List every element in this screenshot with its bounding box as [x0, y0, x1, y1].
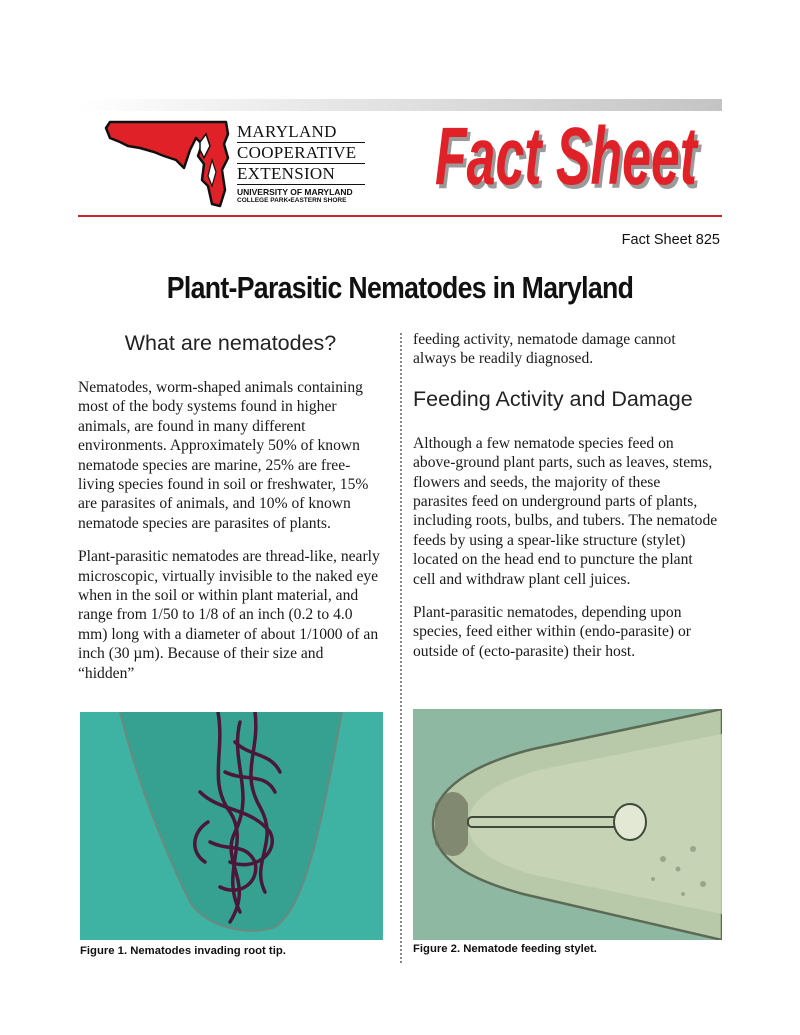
page-title: Plant-Parasitic Nematodes in Maryland [166, 270, 634, 305]
org-line-2: COOPERATIVE [237, 143, 365, 164]
paragraph-feeding: Although a few nematode species feed on above-ground plant parts, such as leaves, stems, flowers and seeds, the majority of these parasites feed on underground parts of plants, including roots, bulbs, and tubers. The nematode feeds by using a spear-like structure (stylet) located on the head end to puncture the plant cell and withdraw plant cell juices. [413, 434, 718, 588]
figure-stylet-image [413, 709, 722, 940]
column-divider [400, 333, 402, 963]
left-column [78, 330, 383, 697]
fact-sheet-number: Fact Sheet 825 [621, 232, 720, 248]
paragraph-nematode-overview: Nematodes, worm-shaped animals containing most of the body systems found in higher animals, are found in many different environments. Approximately 50% of known nematode species are marine, 25% are free-living species found in soil or freshwater, 15% are parasites of animals, and 10% of known nematode species are parasites of plants. [78, 379, 369, 532]
header-gradient-bar [78, 99, 722, 111]
fact-sheet-badge-text: Fact Sheet [435, 118, 700, 202]
fact-sheet-badge-shadow: Fact Sheet [438, 118, 703, 202]
university-name: UNIVERSITY OF MARYLAND [237, 187, 353, 197]
header-rule [78, 215, 722, 217]
org-line-1: MARYLAND [237, 122, 365, 143]
paragraph-endo-ecto: Plant-parasitic nematodes, depending upon species, feed either within (endo-parasite) or outside of (ecto-parasite) their host. [413, 604, 691, 660]
figure-1-caption: Figure 1. Nematodes invading root tip. [80, 945, 286, 957]
maryland-map-icon [104, 120, 244, 210]
figure-2-caption: Figure 2. Nematode feeding stylet. [413, 943, 597, 955]
org-line-3: EXTENSION [237, 164, 365, 185]
org-name [237, 122, 365, 205]
paragraph-plant-parasitic-size: Plant-parasitic nematodes are thread-like, nearly microscopic, virtually invisible to the naked eye when in the soil or within plant material, and range from 1/50 to 1/8 of an inch (0.2 to 4.0 mm) long with a diameter of about 1/1000 of an inch (30 µm). Because of their size and “hidden” [78, 548, 380, 682]
paragraph-continued: feeding activity, nematode damage cannot always be readily diagnosed. [413, 331, 676, 368]
extension-logo [104, 120, 374, 210]
fact-sheet-badge [434, 118, 704, 202]
heading-what-are-nematodes: What are nematodes? [124, 331, 337, 355]
right-column [413, 330, 718, 675]
campus-names: COLLEGE PARK•EASTERN SHORE [237, 197, 347, 204]
heading-feeding-activity: Feeding Activity and Damage [413, 386, 693, 411]
figure-root-tip-image [80, 712, 383, 940]
